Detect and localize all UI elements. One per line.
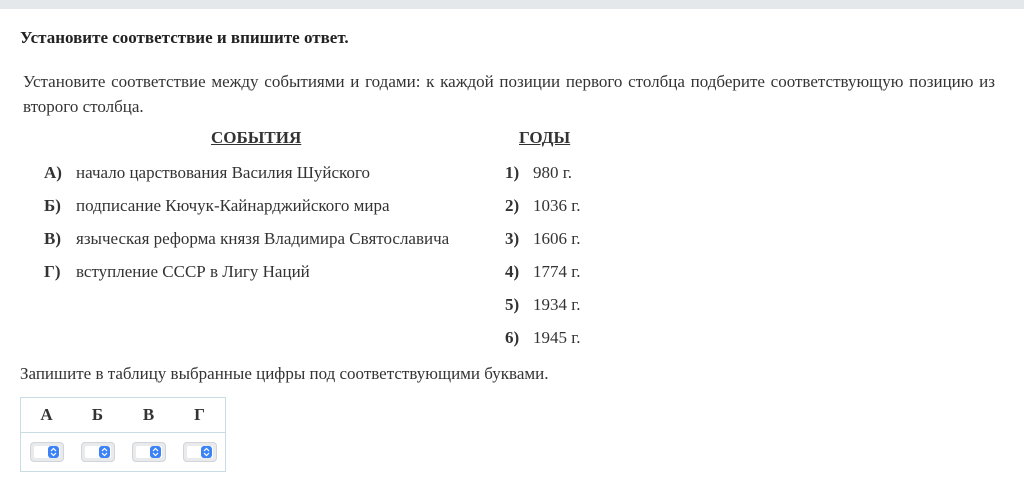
chevron-updown-icon bbox=[48, 446, 59, 458]
event-letter: В) bbox=[44, 229, 61, 248]
chevron-updown-icon bbox=[99, 446, 110, 458]
event-letter: Г) bbox=[44, 262, 61, 281]
answer-cell-b bbox=[72, 433, 123, 472]
task-heading: Установите соответствие и впишите ответ. bbox=[20, 28, 349, 47]
event-letter: А) bbox=[44, 163, 62, 182]
answer-header-a: А bbox=[21, 398, 73, 433]
answer-cell-g bbox=[174, 433, 226, 472]
answer-table bbox=[20, 397, 226, 472]
answer-select-g[interactable] bbox=[183, 442, 217, 462]
answer-header-v: В bbox=[123, 398, 174, 433]
answer-select-b[interactable] bbox=[81, 442, 115, 462]
year-number: 6) bbox=[505, 328, 520, 347]
year-number: 5) bbox=[505, 295, 520, 314]
answer-header-g: Г bbox=[174, 398, 226, 433]
answer-table-select-row bbox=[21, 433, 226, 472]
year-number: 4) bbox=[505, 262, 520, 281]
answer-cell-a bbox=[21, 433, 73, 472]
event-letter: Б) bbox=[44, 196, 61, 215]
year-number: 1) bbox=[505, 163, 520, 182]
year-text: 1606 г. bbox=[533, 229, 581, 248]
year-text: 1945 г. bbox=[533, 328, 581, 347]
answer-select-a[interactable] bbox=[30, 442, 64, 462]
year-number: 3) bbox=[505, 229, 520, 248]
write-instruction: Запишите в таблицу выбранные цифры под соответствующими буквами. bbox=[20, 364, 549, 383]
year-text: 1036 г. bbox=[533, 196, 581, 215]
events-column-header: СОБЫТИЯ bbox=[211, 128, 302, 147]
year-text: 1774 г. bbox=[533, 262, 581, 281]
year-number: 2) bbox=[505, 196, 520, 215]
event-text: начало царствования Василия Шуйского bbox=[76, 163, 370, 182]
answer-select-v[interactable] bbox=[132, 442, 166, 462]
top-bar bbox=[0, 0, 1024, 9]
chevron-updown-icon bbox=[201, 446, 212, 458]
task-instruction: Установите соответствие между событиями и годами: к каждой позиции первого столбца подберите соответствующую позицию из второго столбца. bbox=[23, 72, 995, 116]
event-text: вступление СССР в Лигу Наций bbox=[76, 262, 310, 281]
answer-table-header-row bbox=[21, 398, 226, 433]
year-text: 1934 г. bbox=[533, 295, 581, 314]
answer-cell-v bbox=[123, 433, 174, 472]
answer-header-b: Б bbox=[72, 398, 123, 433]
years-column-header: ГОДЫ bbox=[519, 128, 571, 147]
chevron-updown-icon bbox=[150, 446, 161, 458]
year-text: 980 г. bbox=[533, 163, 573, 182]
event-text: языческая реформа князя Владимира Святославича bbox=[76, 229, 450, 248]
event-text: подписание Кючук-Кайнарджийского мира bbox=[76, 196, 390, 215]
